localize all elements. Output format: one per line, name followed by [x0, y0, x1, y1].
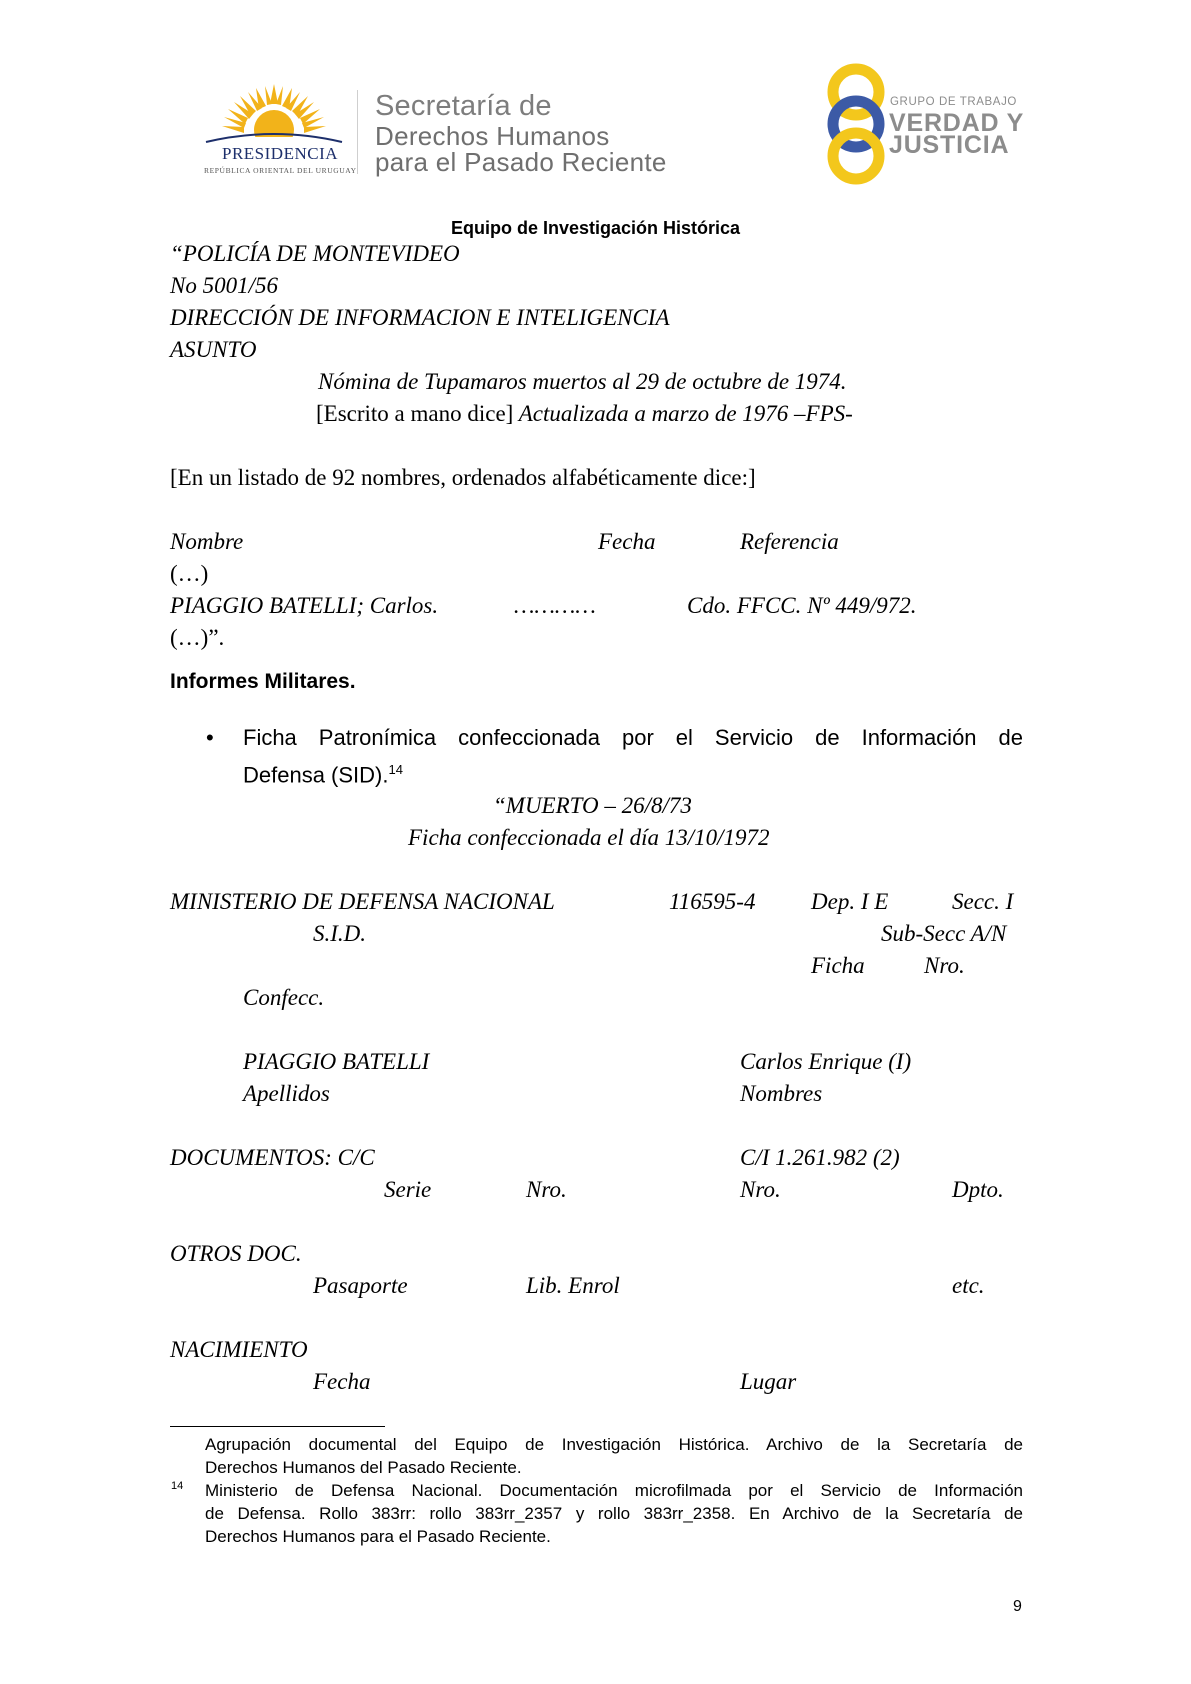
nacimiento-fecha-label: Fecha — [313, 1369, 371, 1394]
justicia-label: JUSTICIA — [889, 131, 1010, 159]
ministerio: MINISTERIO DE DEFENSA NACIONAL — [170, 889, 555, 914]
verdad-y-label: VERDAD Y — [889, 109, 1025, 137]
header-divider — [357, 90, 358, 174]
ficha-nro-label: Nro. — [924, 953, 965, 978]
footnote-pre-line2: Derechos Humanos del Pasado Reciente. — [205, 1458, 522, 1477]
col-nombre: Nombre — [170, 529, 244, 554]
pasaporte-label: Pasaporte — [313, 1273, 408, 1298]
nombres-label: Nombres — [740, 1081, 823, 1106]
ci-value: C/I 1.261.982 (2) — [740, 1145, 900, 1170]
col-referencia: Referencia — [740, 529, 839, 554]
etc-label: etc. — [952, 1273, 985, 1298]
row-name: PIAGGIO BATELLI; Carlos. — [170, 593, 439, 618]
presidencia-sun-logo — [196, 82, 352, 144]
ficha-dep: Dep. I E — [811, 889, 889, 914]
escrito-prefix: [Escrito a mano dice] — [316, 401, 514, 426]
bullet-line2-text: Defensa (SID). — [243, 762, 389, 788]
bullet-line2 — [243, 754, 403, 791]
page-number: 9 — [1013, 1598, 1022, 1615]
footnote-14-line1: Ministerio de Defensa Nacional. Documentación microfilmada por el Servicio de Información — [205, 1481, 1023, 1500]
grupo-trabajo-label: GRUPO DE TRABAJO — [890, 96, 1017, 108]
police-line2: No 5001/56 — [170, 273, 278, 298]
nomina-line: Nómina de Tupamaros muertos al 29 de octubre de 1974. — [318, 369, 847, 394]
col-fecha: Fecha — [598, 529, 656, 554]
ficha-subsecc: Sub-Secc A/N — [881, 921, 1007, 946]
row-dots: ………… — [514, 593, 596, 618]
police-line4: ASUNTO — [170, 337, 257, 362]
team-title: Equipo de Investigación Histórica — [450, 218, 741, 238]
police-line3: DIRECCIÓN DE INFORMACION E INTELIGENCIA — [170, 305, 670, 330]
nro-label-1: Nro. — [526, 1177, 567, 1202]
bullet-line1: Ficha Patronímica confeccionada por el Servicio de Información de — [243, 725, 1023, 750]
escrito-italic: Actualizada a marzo de 1976 –FPS- — [518, 401, 853, 426]
confecc-label: Confecc. — [243, 985, 325, 1010]
ficha-secc: Secc. I — [952, 889, 1014, 914]
row-ref: Cdo. FFCC. Nº 449/972. — [687, 593, 917, 618]
nro-label-2: Nro. — [740, 1177, 781, 1202]
presidencia-name: PRESIDENCIA — [222, 144, 339, 163]
ficha-numero: 116595-4 — [669, 889, 756, 914]
ficha-label: Ficha — [811, 953, 865, 978]
lib-enrol-label: Lib. Enrol — [526, 1273, 620, 1298]
apellidos-label: Apellidos — [243, 1081, 330, 1106]
secretaria-title-line1: Secretaría de — [375, 90, 552, 122]
nacimiento-label: NACIMIENTO — [170, 1337, 308, 1362]
footnote-ref-14[interactable]: 14 — [388, 762, 403, 777]
secretaria-title-line2: Derechos Humanos — [375, 121, 610, 151]
serie-label: Serie — [384, 1177, 432, 1202]
nombres-value: Carlos Enrique (I) — [740, 1049, 912, 1074]
secretaria-title-line3: para el Pasado Reciente — [375, 147, 667, 177]
footnote-14-line2: de Defensa. Rollo 383rr: rollo 383rr_2357 y rollo 383rr_2358. En Archivo de la Secretaría de — [205, 1504, 1023, 1523]
ellipsis-close: (…)”. — [170, 625, 225, 650]
muerto-line: “MUERTO – 26/8/73 — [493, 793, 692, 818]
ellipsis-open: (…) — [170, 561, 209, 586]
bullet-marker: • — [206, 725, 214, 750]
dpto-label: Dpto. — [952, 1177, 1004, 1202]
listado-line: [En un listado de 92 nombres, ordenados alfabéticamente dice:] — [170, 465, 756, 490]
documentos-label: DOCUMENTOS: C/C — [170, 1145, 375, 1170]
ficha-fecha-line: Ficha confeccionada el día 13/10/1972 — [408, 825, 770, 850]
footnote-14-mark: 14 — [171, 1480, 184, 1492]
apellidos-value: PIAGGIO BATELLI — [243, 1049, 430, 1074]
police-line1: “POLICÍA DE MONTEVIDEO — [170, 241, 460, 266]
ficha-sid: S.I.D. — [313, 921, 367, 946]
escrito-line — [316, 398, 853, 430]
footnote-14-line3: Derechos Humanos para el Pasado Reciente. — [205, 1527, 551, 1546]
footnote-pre-line1: Agrupación documental del Equipo de Investigación Histórica. Archivo de la Secretaría de — [205, 1435, 1023, 1454]
nacimiento-lugar-label: Lugar — [740, 1369, 797, 1394]
otros-doc-label: OTROS DOC. — [170, 1241, 302, 1266]
presidencia-subtitle: REPÚBLICA ORIENTAL DEL URUGUAY — [204, 166, 357, 175]
footnote-separator — [170, 1426, 385, 1427]
informes-title: Informes Militares. — [170, 670, 356, 693]
